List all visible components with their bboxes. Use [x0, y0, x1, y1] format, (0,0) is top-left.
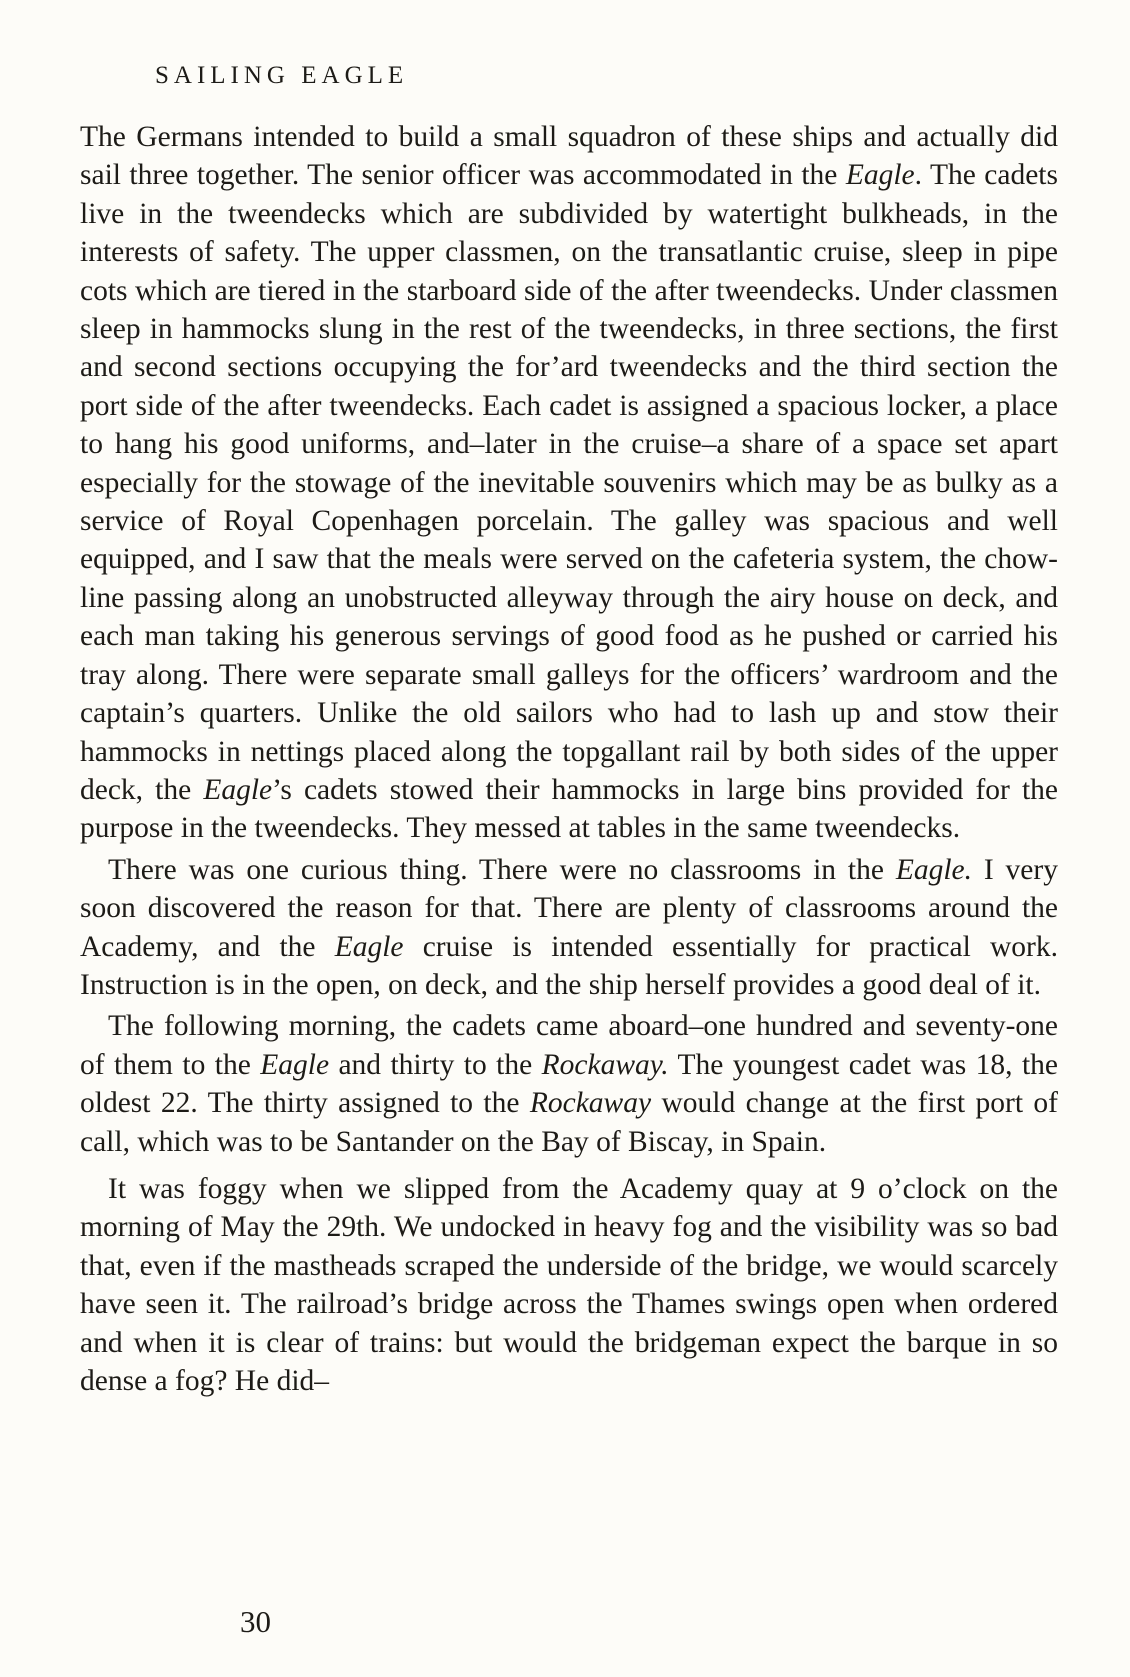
body-text [80, 118, 1058, 1400]
italic-text: Eagle [845, 159, 915, 192]
text-run: The Germans intended to build a small squadron of these ships and actually did sail three together. The senior officer was accommodated in the [80, 121, 1058, 192]
running-head: SAILING EAGLE [155, 62, 409, 89]
italic-text: Eagle [203, 773, 273, 806]
text-run: There was one curious thing. There were no classrooms in the [108, 853, 896, 886]
text-run: I very soon discovered the reason for that. There are plenty of classrooms around the Academy, and the [80, 853, 1058, 963]
italic-text: Eagle [260, 1048, 330, 1081]
text-run: The youngest cadet was 18, the oldest 22. The thirty assigned to the [80, 1048, 1059, 1120]
italic-text: Rockaway. [541, 1048, 669, 1081]
paragraph [80, 1170, 1058, 1400]
text-run: cruise is intended essentially for practical work. Instruction is in the open, on deck, and the ship herself provides a good deal of it. [80, 930, 1059, 1001]
paragraph [80, 851, 1058, 1005]
paragraph [80, 1007, 1058, 1161]
page-number: 30 [240, 1604, 271, 1639]
text-run: It was foggy when we slipped from the Academy quay at 9 o’clock on the morning of May the 29th. We undocked in heavy fog and the visibility was so bad that, even if the mastheads scraped the underside of the bridge, we would scarcely have seen it. The railroad’s bridge across the Thames swings open when ordered and when it is clear of trains: but would the bridgeman expect the barque in so dense a fog? He did– [80, 1172, 1058, 1397]
text-run: The following morning, the cadets came aboard–one hundred and seventy-one of them to the [80, 1010, 1058, 1081]
paragraph [80, 118, 1058, 848]
italic-text: Eagle. [895, 853, 972, 886]
text-run: ’s cadets stowed their hammocks in large bins provided for the purpose in the tweendecks. They messed at tables in the same tweendecks. [80, 773, 1058, 845]
italic-text: Rockaway [529, 1087, 652, 1120]
text-run: . The cadets live in the tweendecks which are subdivided by watertight bulkheads, in the interests of safety. The upper classmen, on the transatlantic cruise, sleep in pipe cots which are tiered in the starboard side of the after tweendecks. Under classmen sleep in hammocks slung in the rest of the tweendecks, in three sections, the first and second sections occupying the for’ard tweendecks and the third section the port side of the after tweendecks. Each cadet is assigned a spacious locker, a place to hang his good uniforms, and–later in the cruise–a share of a space set apart especially for the stowage of the inevitable souvenirs which may be as bulky as a service of Royal Copenhagen porcelain. The galley was spacious and well equipped, and I saw that the meals were served on the cafeteria system, the chow-line passing along an unobstructed alleyway through the airy house on deck, and each man taking his generous servings of good food as he pushed or carried his tray along. There were separate small galleys for the officers’ wardroom and the captain’s quarters. Unlike the old sailors who had to lash up and stow their hammocks in nettings placed along the topgallant rail by both sides of the upper deck, the [80, 159, 1058, 806]
text-run: would change at the first port of call, which was to be Santander on the Bay of Biscay, in Spain. [80, 1087, 1058, 1158]
italic-text: Eagle [334, 930, 404, 963]
text-run: and thirty to the [329, 1048, 542, 1081]
